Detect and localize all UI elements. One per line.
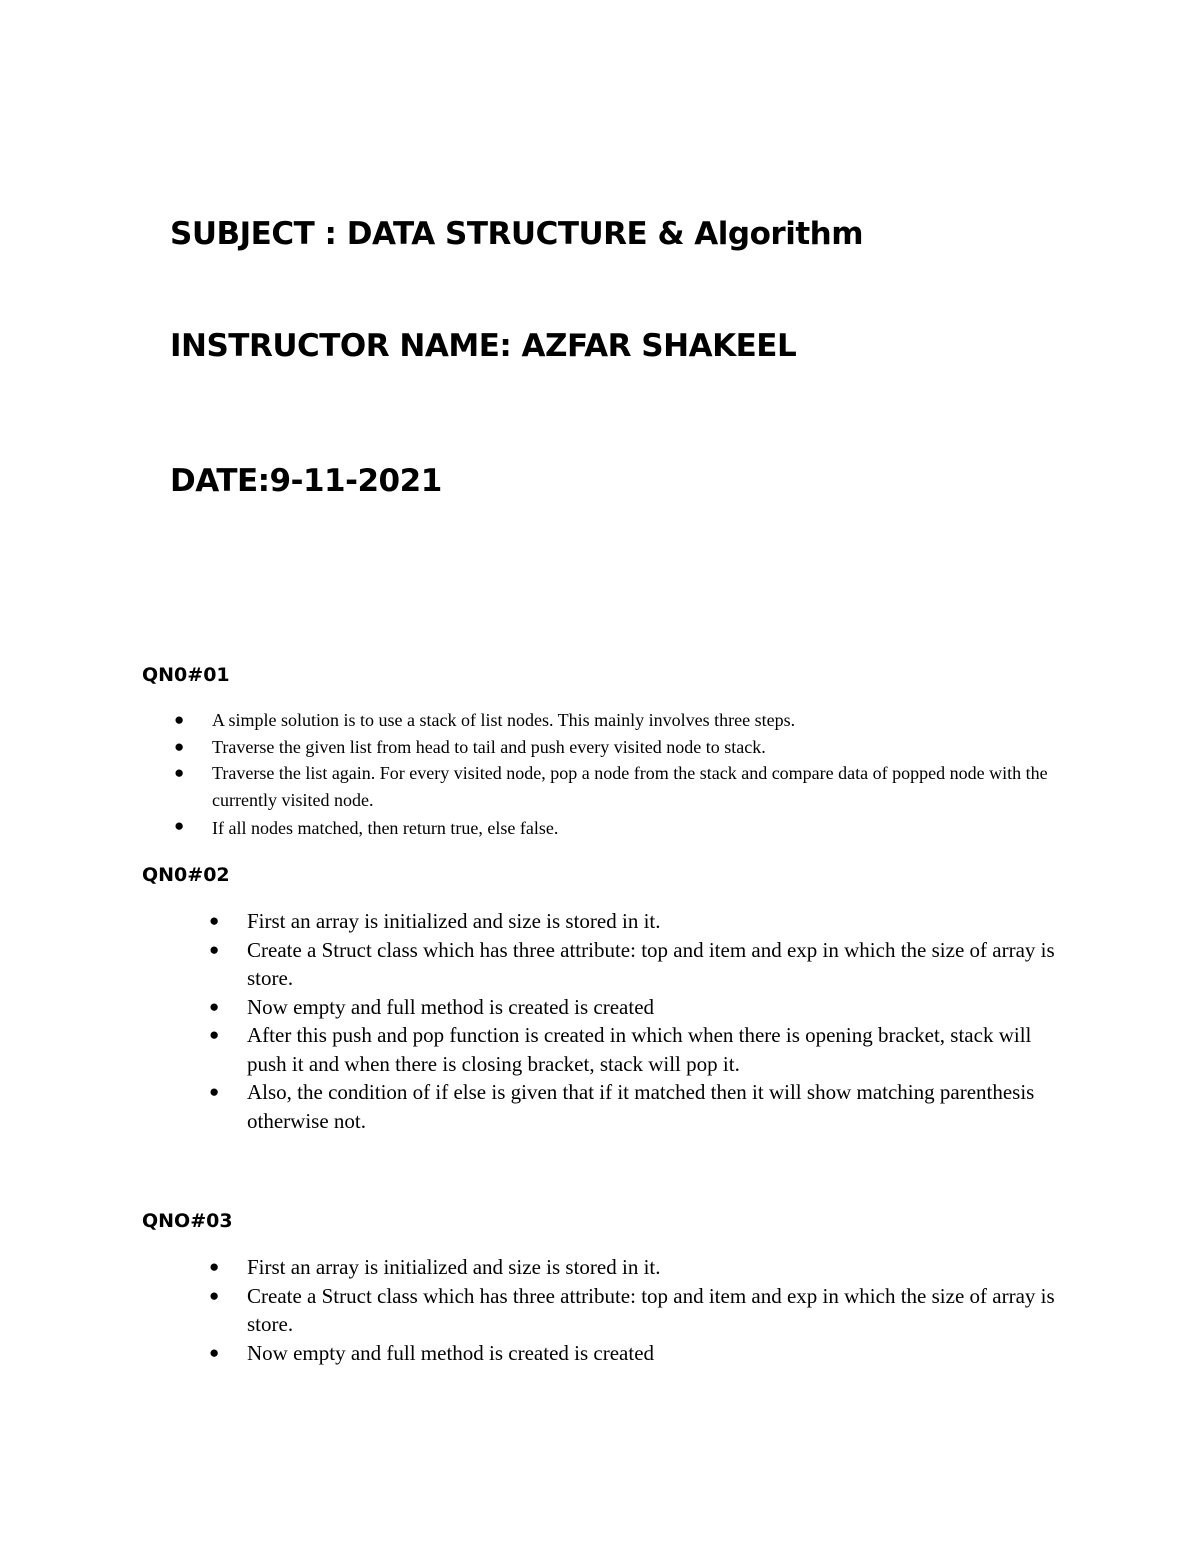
question-1-answer-list xyxy=(174,707,1054,843)
list-item-text: Now empty and full method is created is created xyxy=(247,1340,655,1365)
list-item xyxy=(209,1078,1069,1135)
bullet-icon: ● xyxy=(209,911,220,930)
list-item-text: If all nodes matched, then return true, else false. xyxy=(212,818,559,838)
list-item-text: Traverse the list again. For every visited node, pop a node from the stack and compare data of popped node with the currently visited node. xyxy=(212,763,1048,810)
question-1-title: QN0#01 xyxy=(142,664,230,686)
list-item-text: Also, the condition of if else is given that if it matched then it will show matching parenthesis otherwise not. xyxy=(247,1080,1035,1133)
list-item xyxy=(209,1339,1069,1368)
bullet-icon: ● xyxy=(209,996,220,1016)
list-item-text: First an array is initialized and size is stored in it. xyxy=(247,909,661,933)
list-item xyxy=(209,907,1069,936)
bullet-icon: ● xyxy=(209,1257,220,1276)
question-2-answer-list xyxy=(209,907,1069,1135)
list-item-text: After this push and pop function is created in which when there is opening bracket, stack will push it and when there is closing bracket, stack will pop it. xyxy=(247,1023,1032,1076)
list-item-text: First an array is initialized and size is stored in it. xyxy=(247,1255,661,1279)
list-item xyxy=(209,1282,1069,1339)
bullet-icon: ● xyxy=(174,736,185,756)
list-item xyxy=(174,813,1054,843)
bullet-icon: ● xyxy=(209,939,220,959)
list-item xyxy=(209,1021,1069,1078)
list-item-text: Create a Struct class which has three attribute: top and item and exp in which the size of array is store. xyxy=(247,1283,1055,1336)
bullet-icon: ● xyxy=(209,1342,220,1362)
subject-heading: SUBJECT : DATA STRUCTURE & Algorithm xyxy=(170,216,864,252)
question-3-title: QNO#03 xyxy=(142,1210,233,1232)
list-item xyxy=(174,707,1054,734)
list-item-text: Now empty and full method is created is created xyxy=(247,994,655,1019)
list-item xyxy=(174,734,1054,761)
list-item-text: Create a Struct class which has three attribute: top and item and exp in which the size of array is store. xyxy=(247,937,1055,990)
instructor-heading: INSTRUCTOR NAME: AZFAR SHAKEEL xyxy=(170,328,797,364)
list-item xyxy=(209,1253,1069,1282)
bullet-icon: ● xyxy=(209,1285,220,1305)
list-item-text: A simple solution is to use a stack of list nodes. This mainly involves three steps. xyxy=(212,710,796,730)
bullet-icon: ● xyxy=(174,710,185,729)
bullet-icon: ● xyxy=(209,1082,220,1101)
question-2-title: QN0#02 xyxy=(142,864,230,886)
date-heading: DATE:9-11-2021 xyxy=(170,463,442,499)
list-item xyxy=(209,993,1069,1022)
question-3-answer-list xyxy=(209,1253,1069,1367)
bullet-icon: ● xyxy=(174,816,185,835)
list-item xyxy=(209,936,1069,993)
bullet-icon: ● xyxy=(174,763,185,782)
bullet-icon: ● xyxy=(209,1025,220,1044)
list-item-text: Traverse the given list from head to tail and push every visited node to stack. xyxy=(212,736,766,757)
list-item xyxy=(174,760,1054,813)
